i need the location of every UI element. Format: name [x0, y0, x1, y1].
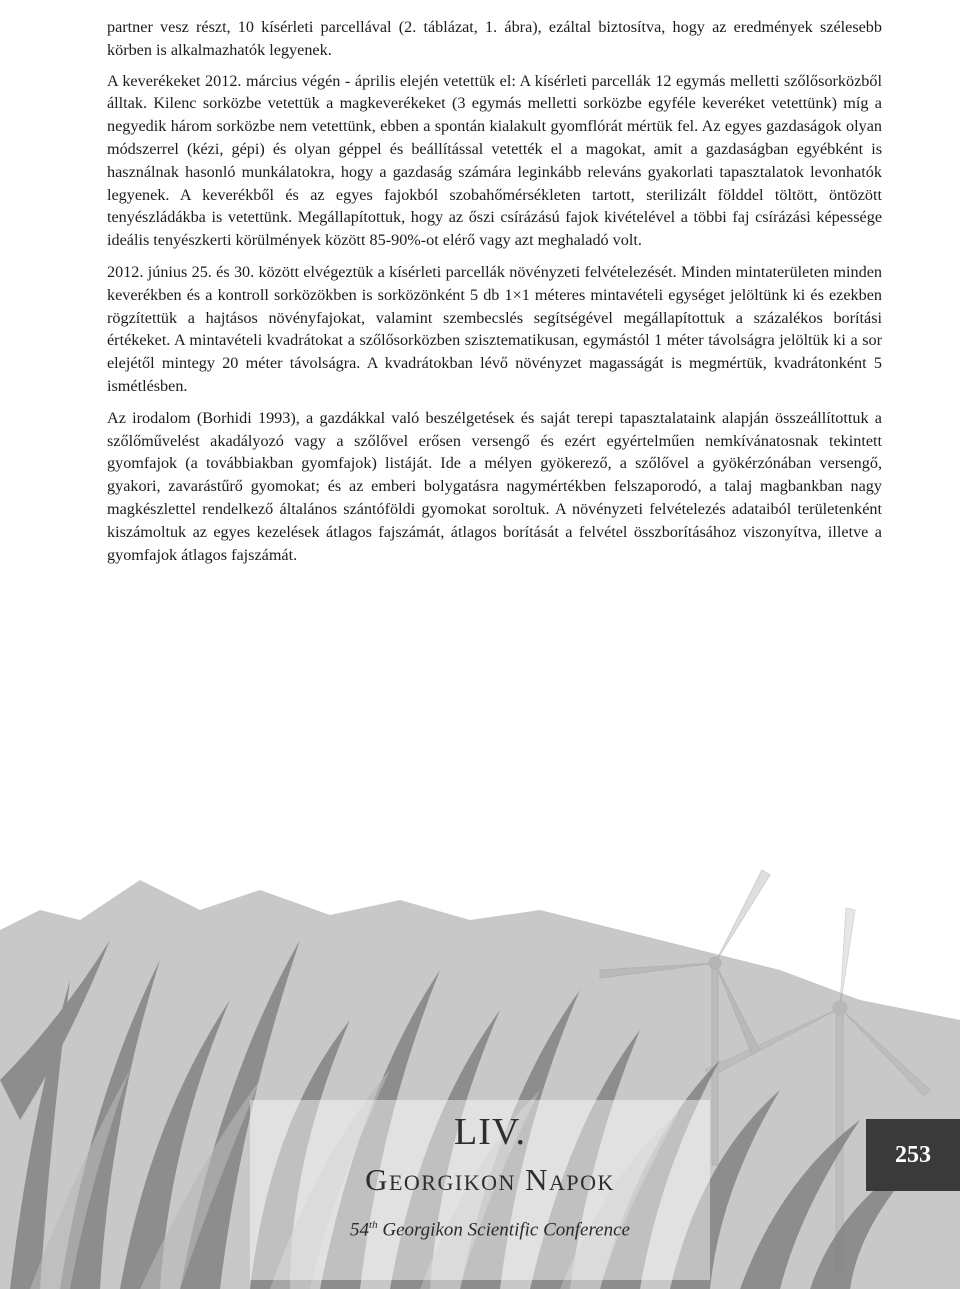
page-number: 253: [866, 1119, 960, 1191]
paragraph: 2012. június 25. és 30. között elvégeztük a kísérleti parcellák növényzeti felvételezését. Minden mintaterületen minden keverékben és a kontroll sorközökben is sorközönként 5 db 1×1 méteres mintavételi egységet jelöltünk ki és ezekben rögzítettük a hajtásos növényfajokat, valamint szembecslés segítségével megállapítottuk a százalékos borítási értékeket. A mintavételi kvadrátokat a szőlősorközben szisztematikusan, egymástól 1 méter távolságra jelöltük ki a sor elejétől mintegy 20 méter távolságra. A kvadrátokban lévő növényzet magasságát is megmértük, kvadrátonként 5 ismétlésben.: [107, 262, 882, 395]
body-text: [107, 16, 882, 575]
conference-subtitle: [300, 1219, 680, 1241]
subtitle-number: 54: [350, 1219, 370, 1241]
conference-number: LIV.: [454, 1111, 526, 1153]
subtitle-text: Georgikon Scientific Conference: [377, 1219, 630, 1241]
conference-name: Georgikon Napok: [365, 1162, 615, 1197]
subtitle-ordinal: th: [369, 1219, 378, 1231]
paragraph: partner vesz részt, 10 kísérleti parcellával (2. táblázat, 1. ábra), ezáltal biztosítva, hogy az eredmények szélesebb körben is alkalmazhatók legyenek.: [107, 18, 882, 59]
paragraph: A keverékeket 2012. március végén - április elején vetettük el: A kísérleti parcellák 12 egymás melletti szőlősorközből álltak. Kilenc sorközbe vetettük a magkeverékeket (3 egymás melletti sorközbe egyféle keveréket vetettünk) míg a negyedik három sorközbe nem vetettünk, ebben a spontán kialakult gyomflórát mértük fel. Az egyes gazdaságok olyan módszerrel (kézi, gépi) és olyan géppel és beállítással vetették el a magokat, amit a gazdaságban egyébként is használnak hasonló munkálatokra, hogy a gazdaság számára leginkább releváns gyakorlati tapasztalatok levonhatók legyenek. A keverékből és az egyes fajokból szobahőmérsékleten tartott, sterilizált földdel töltött, öntözött tenyészládákba is vetettünk. Megállapítottuk, hogy az őszi csírázású fajok kivételével a többi faj csírázási képessége ideális tenyészkerti körülmények között 85-90%-ot elérő vagy azt meghaladó volt.: [107, 71, 882, 250]
paragraph: Az irodalom (Borhidi 1993), a gazdákkal való beszélgetések és saját terepi tapasztalataink alapján összeállítottuk a szőlőművelést akadályozó vagy a szőlővel erősen versengő és ezért egyértelműen nemkívánatosnak tekintett gyomfajok (a továbbiakban gyomfajok) listáját. Ide a mélyen gyökerező, a szőlővel a gyökérzónában versengő, gyakori, zavarástűrő gyomokat; és az emberi bolygatásra nagymértékben felszaporodó, a talaj magbankban nagy magkészlettel rendelkező általános szántóföldi gyomokat soroltuk. A növényzeti felvételezés adataiból területenként kiszámoltuk az egyes kezelések átlagos fajszámát, átlagos borítását a felvétel összborításához viszonyítva, illetve a gyomfajok átlagos fajszámát.: [107, 408, 882, 564]
